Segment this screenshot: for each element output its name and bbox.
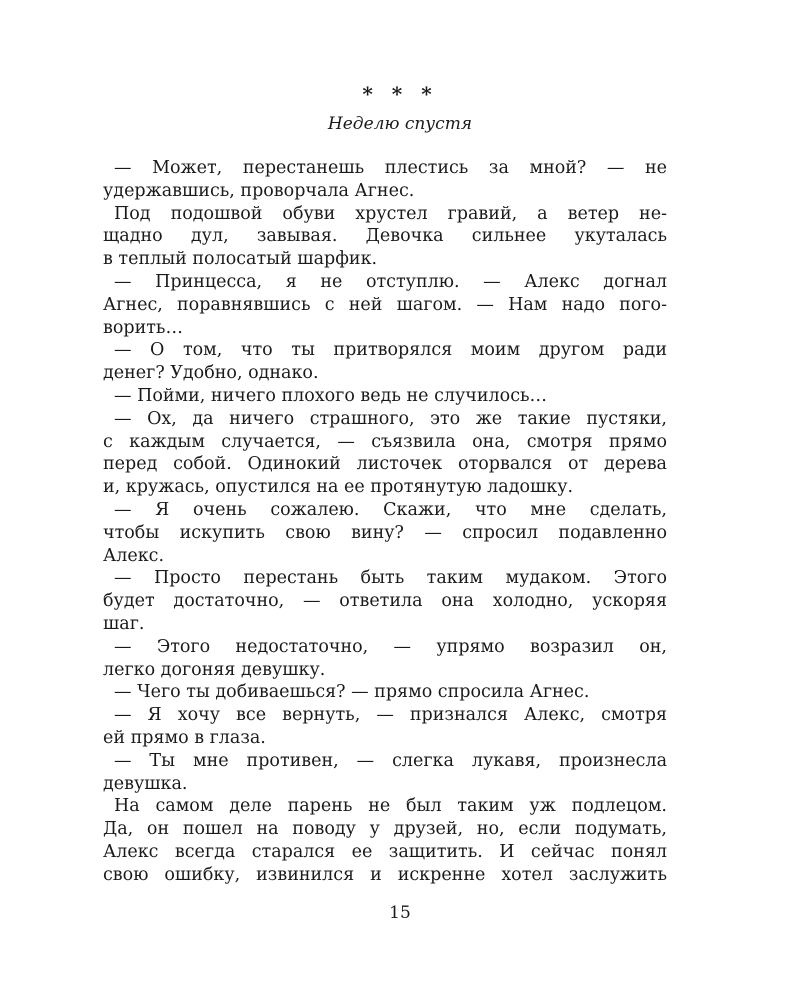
text-line: девушка.	[103, 773, 188, 794]
text-line: чтобы искупить свою вину? — спросил подавленно	[103, 522, 667, 543]
text-line: Агнес, поравнявшись с ней шагом. — Нам надо пого-	[103, 294, 667, 315]
text-line: в теплый полосатый шарфик.	[103, 249, 378, 270]
text-line: — Просто перестань быть таким мудаком. Этого	[114, 568, 667, 589]
text-line: — Я хочу все вернуть, — признался Алекс, смотря	[114, 705, 667, 726]
text-line: Алекс.	[103, 545, 165, 566]
text-line: щадно дул, завывая. Девочка сильнее укуталась	[103, 226, 667, 247]
text-line: — Принцесса, я не отступлю. — Алекс догнал	[114, 271, 667, 292]
section-subtitle: Неделю спустя	[327, 114, 473, 134]
text-line: свою ошибку, извинился и искренне хотел заслужить	[103, 864, 667, 885]
text-line: легко догоняя девушку.	[103, 659, 326, 680]
text-line: денег? Удобно, однако.	[103, 363, 319, 384]
text-line: Алекс всегда старался ее защитить. И сейчас понял	[103, 841, 667, 862]
text-line: — Ох, да ничего страшного, это же такие пустяки,	[114, 408, 667, 429]
text-line: удержавшись, проворчала Агнес.	[103, 180, 415, 201]
text-line: и, кружась, опустился на ее протянутую ладошку.	[103, 477, 574, 498]
text-line: На самом деле парень не был таким уж подлецом.	[114, 796, 667, 817]
text-line: будет достаточно, — ответила она холодно, ускоряя	[103, 591, 667, 612]
page-number: 15	[389, 903, 411, 923]
text-line: — Может, перестанешь плестись за мной? — не	[114, 158, 667, 178]
body-text	[103, 157, 667, 887]
text-line: — О том, что ты притворялся моим другом ради	[114, 340, 667, 361]
text-line: — Пойми, ничего плохого ведь не случилось…	[114, 385, 548, 406]
text-line: — Я очень сожалею. Скажи, что мне сделать,	[114, 499, 667, 520]
text-line: шаг.	[103, 613, 145, 634]
text-line: с каждым случается, — съязвила она, смотря прямо	[103, 431, 667, 452]
text-line: ворить…	[103, 317, 183, 338]
text-line: — Чего ты добиваешься? — прямо спросила Агнес.	[114, 682, 590, 703]
text-line: перед собой. Одинокий листочек оторвался от дерева	[103, 454, 667, 475]
text-line: Да, он пошел на поводу у друзей, но, если подумать,	[103, 819, 667, 840]
text-line: — Ты мне противен, — слегка лукавя, произнесла	[114, 750, 667, 771]
text-line: — Этого недостаточно, — упрямо возразил он,	[114, 636, 667, 657]
text-line: ей прямо в глаза.	[103, 727, 266, 748]
section-divider: * * *	[362, 82, 438, 106]
text-line: Под подошвой обуви хрустел гравий, а ветер не-	[114, 203, 667, 224]
